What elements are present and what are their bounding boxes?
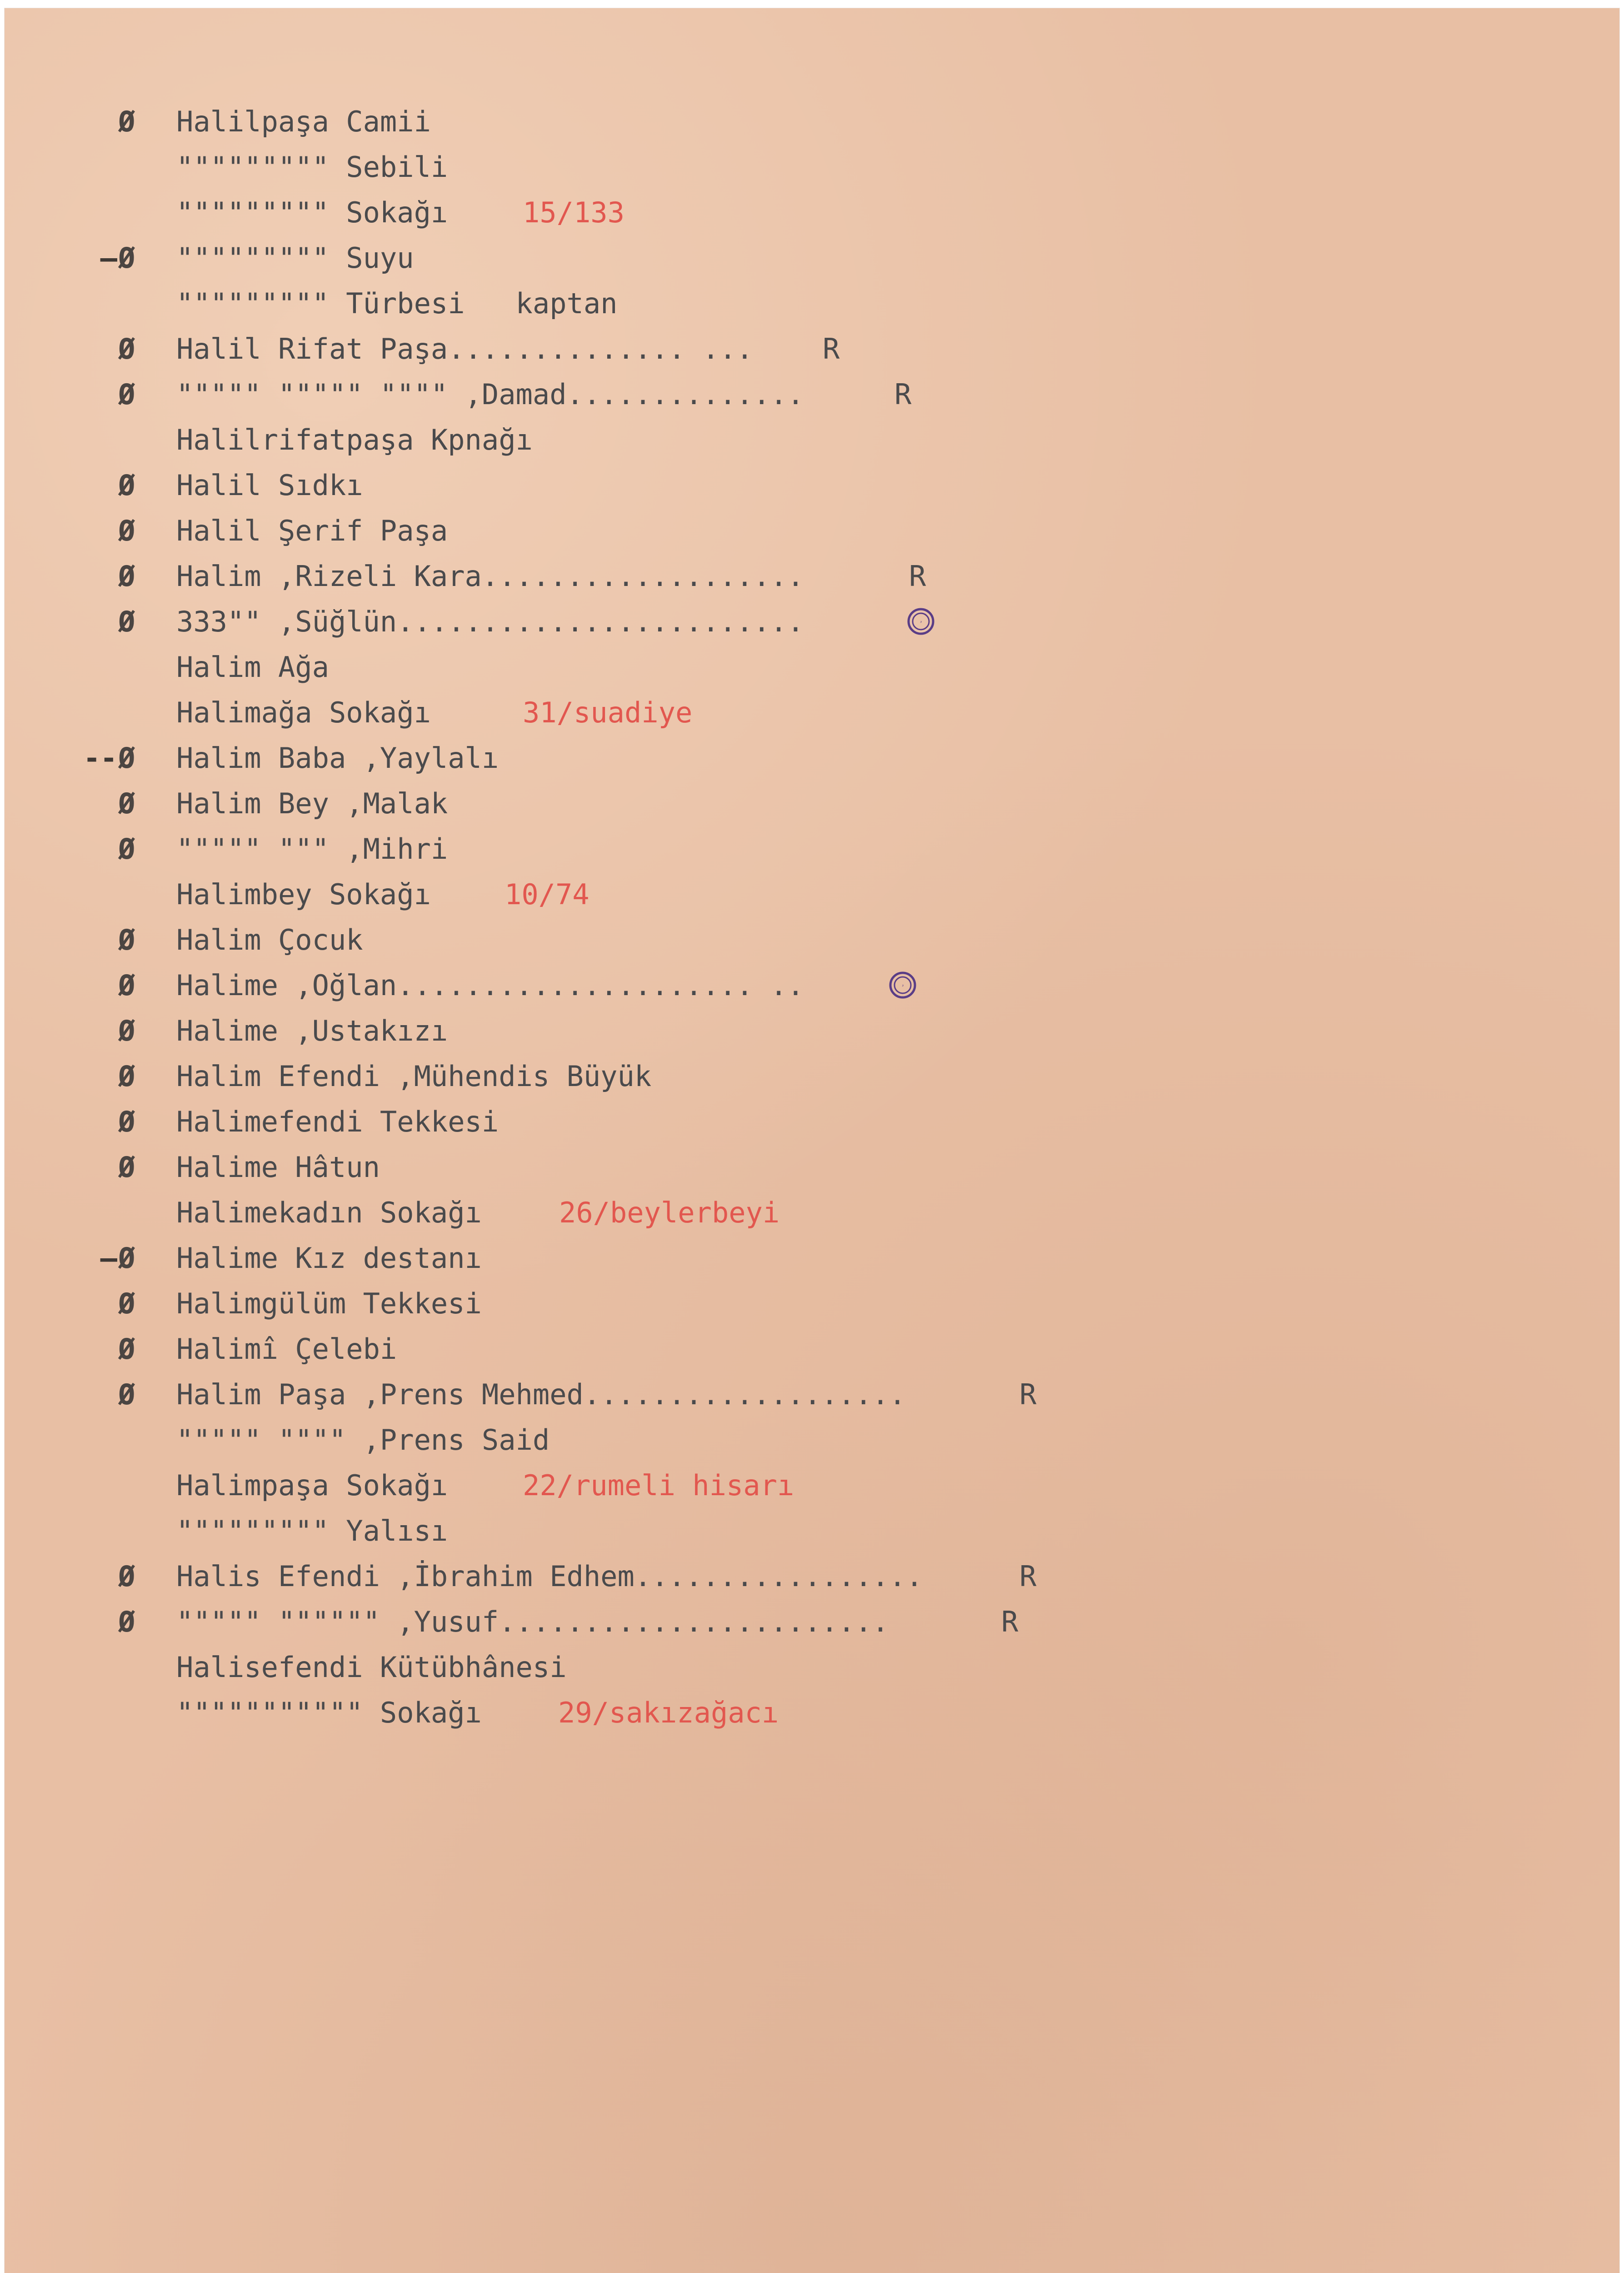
list-item [5, 1599, 1619, 1645]
entry-text: """"" """""" ,Yusuf....................... [176, 1605, 889, 1638]
reference-code: 29/sakızağacı [558, 1696, 779, 1729]
crossed-box-marker: Ø [118, 787, 135, 820]
crossed-box-marker: Ø [118, 514, 135, 547]
entry-text: Halis Efendi ,İbrahim Edhem................. [176, 1560, 923, 1593]
list-item [5, 372, 1619, 417]
list-item [5, 1236, 1619, 1281]
entry-text: Halimpaşa Sokağı [176, 1469, 448, 1502]
entry-text: Halimbey Sokağı [176, 878, 431, 911]
crossed-box-marker: Ø [118, 1605, 135, 1638]
list-item [5, 1281, 1619, 1327]
dash-mark: -- [83, 741, 117, 775]
list-item [5, 463, 1619, 508]
list-item [5, 1190, 1619, 1236]
entry-text: Halimekadın Sokağı [176, 1196, 482, 1229]
crossed-box-marker: Ø [118, 832, 135, 866]
entry-text: Halimî Çelebi [176, 1332, 397, 1366]
entry-text: Halime Kız destanı [176, 1242, 482, 1275]
entry-text: Halil Rifat Paşa.............. ... [176, 332, 754, 365]
entry-text: Halime ,Oğlan..................... .. [176, 969, 805, 1002]
entry-text: Halil Sıdkı [176, 469, 363, 502]
r-mark: R [909, 560, 926, 593]
crossed-box-marker: Ø [118, 1242, 135, 1275]
list-item [5, 1054, 1619, 1099]
list-item [5, 1690, 1619, 1736]
entry-text: Halil Şerif Paşa [176, 514, 448, 547]
list-item [5, 508, 1619, 554]
crossed-box-marker: Ø [118, 241, 135, 275]
entry-text: Halim Bey ,Malak [176, 787, 448, 820]
dash-mark: — [100, 1242, 117, 1275]
list-item [5, 1372, 1619, 1417]
entry-text: """"""""" Sebili [176, 150, 448, 184]
entry-text: Halim Paşa ,Prens Mehmed................... [176, 1378, 906, 1411]
crossed-box-marker: Ø [118, 605, 135, 638]
crossed-box-marker: Ø [118, 923, 135, 956]
reference-code: 22/rumeli hisarı [523, 1469, 795, 1502]
crossed-box-marker: Ø [118, 1560, 135, 1593]
entry-text: Halim Ağa [176, 651, 329, 684]
reference-code: 31/suadiye [523, 696, 693, 729]
list-item [5, 645, 1619, 690]
crossed-box-marker: Ø [118, 378, 135, 411]
list-item [5, 1645, 1619, 1690]
list-item [5, 1099, 1619, 1145]
r-mark: R [1019, 1378, 1037, 1411]
r-mark: R [823, 332, 840, 365]
list-item [5, 1145, 1619, 1190]
entry-text: Halim Baba ,Yaylalı [176, 741, 499, 775]
entry-text: """"" """" ,Prens Said [176, 1423, 550, 1457]
list-item [5, 1327, 1619, 1372]
entry-text: Halisefendi Kütübhânesi [176, 1651, 567, 1684]
entry-text: """"" """"" """" ,Damad.............. [176, 378, 805, 411]
list-item [5, 917, 1619, 963]
r-mark: R [1001, 1605, 1019, 1638]
list-item [5, 690, 1619, 736]
crossed-box-marker: Ø [118, 332, 135, 365]
list-item [5, 736, 1619, 781]
list-item [5, 1417, 1619, 1463]
crossed-box-marker: Ø [118, 741, 135, 775]
entry-text: """"""""""" Sokağı [176, 1696, 482, 1729]
crossed-box-marker: Ø [118, 1332, 135, 1366]
list-item [5, 872, 1619, 917]
crossed-box-marker: Ø [118, 560, 135, 593]
entry-text: Halilpaşa Camii [176, 105, 431, 138]
entry-text: Halim Çocuk [176, 923, 363, 956]
crossed-box-marker: Ø [118, 469, 135, 502]
r-mark: R [1019, 1560, 1037, 1593]
entry-text: Halim Efendi ,Mühendis Büyük [176, 1060, 652, 1093]
list-item [5, 554, 1619, 599]
entry-text: """"""""" Yalısı [176, 1514, 448, 1547]
crossed-box-marker: Ø [118, 969, 135, 1002]
list-item [5, 1008, 1619, 1054]
circular-stamp-icon [907, 607, 935, 636]
list-item [5, 99, 1619, 145]
entry-text: """"""""" Sokağı [176, 196, 448, 229]
circular-stamp-icon [889, 971, 917, 999]
entry-text: Halim ,Rizeli Kara................... [176, 560, 805, 593]
dash-mark: — [100, 241, 117, 275]
entry-text: Halimgülüm Tekkesi [176, 1287, 482, 1320]
list-item [5, 235, 1619, 281]
list-item [5, 826, 1619, 872]
list-item [5, 781, 1619, 826]
list-item [5, 326, 1619, 372]
paper-sheet [5, 8, 1619, 2273]
crossed-box-marker: Ø [118, 1014, 135, 1047]
crossed-box-marker: Ø [118, 1151, 135, 1184]
crossed-box-marker: Ø [118, 1378, 135, 1411]
list-item [5, 1508, 1619, 1554]
entry-text: Halilrifatpaşa Kpnağı [176, 423, 533, 456]
list-item [5, 963, 1619, 1008]
list-item [5, 281, 1619, 326]
list-item [5, 417, 1619, 463]
svg-text:ۥ: ۥ [919, 617, 922, 627]
r-mark: R [894, 378, 912, 411]
entry-text: 333"" ,Süğlün........................ [176, 605, 805, 638]
list-item [5, 190, 1619, 235]
entry-text: """"""""" Türbesi kaptan [176, 287, 618, 320]
list-item [5, 1554, 1619, 1599]
list-item [5, 599, 1619, 645]
reference-code: 26/beylerbeyi [559, 1196, 780, 1229]
list-item [5, 1463, 1619, 1508]
crossed-box-marker: Ø [118, 1060, 135, 1093]
reference-code: 15/133 [523, 196, 625, 229]
reference-code: 10/74 [505, 878, 590, 911]
entry-text: Halime Hâtun [176, 1151, 380, 1184]
list-item [5, 145, 1619, 190]
crossed-box-marker: Ø [118, 1105, 135, 1138]
entry-text: Halimefendi Tekkesi [176, 1105, 499, 1138]
crossed-box-marker: Ø [118, 105, 135, 138]
svg-text:ۥ: ۥ [901, 981, 904, 991]
entry-text: """"""""" Suyu [176, 241, 414, 275]
entry-text: Halime ,Ustakızı [176, 1014, 448, 1047]
entry-text: """"" """ ,Mihri [176, 832, 448, 866]
crossed-box-marker: Ø [118, 1287, 135, 1320]
entry-text: Halimağa Sokağı [176, 696, 431, 729]
